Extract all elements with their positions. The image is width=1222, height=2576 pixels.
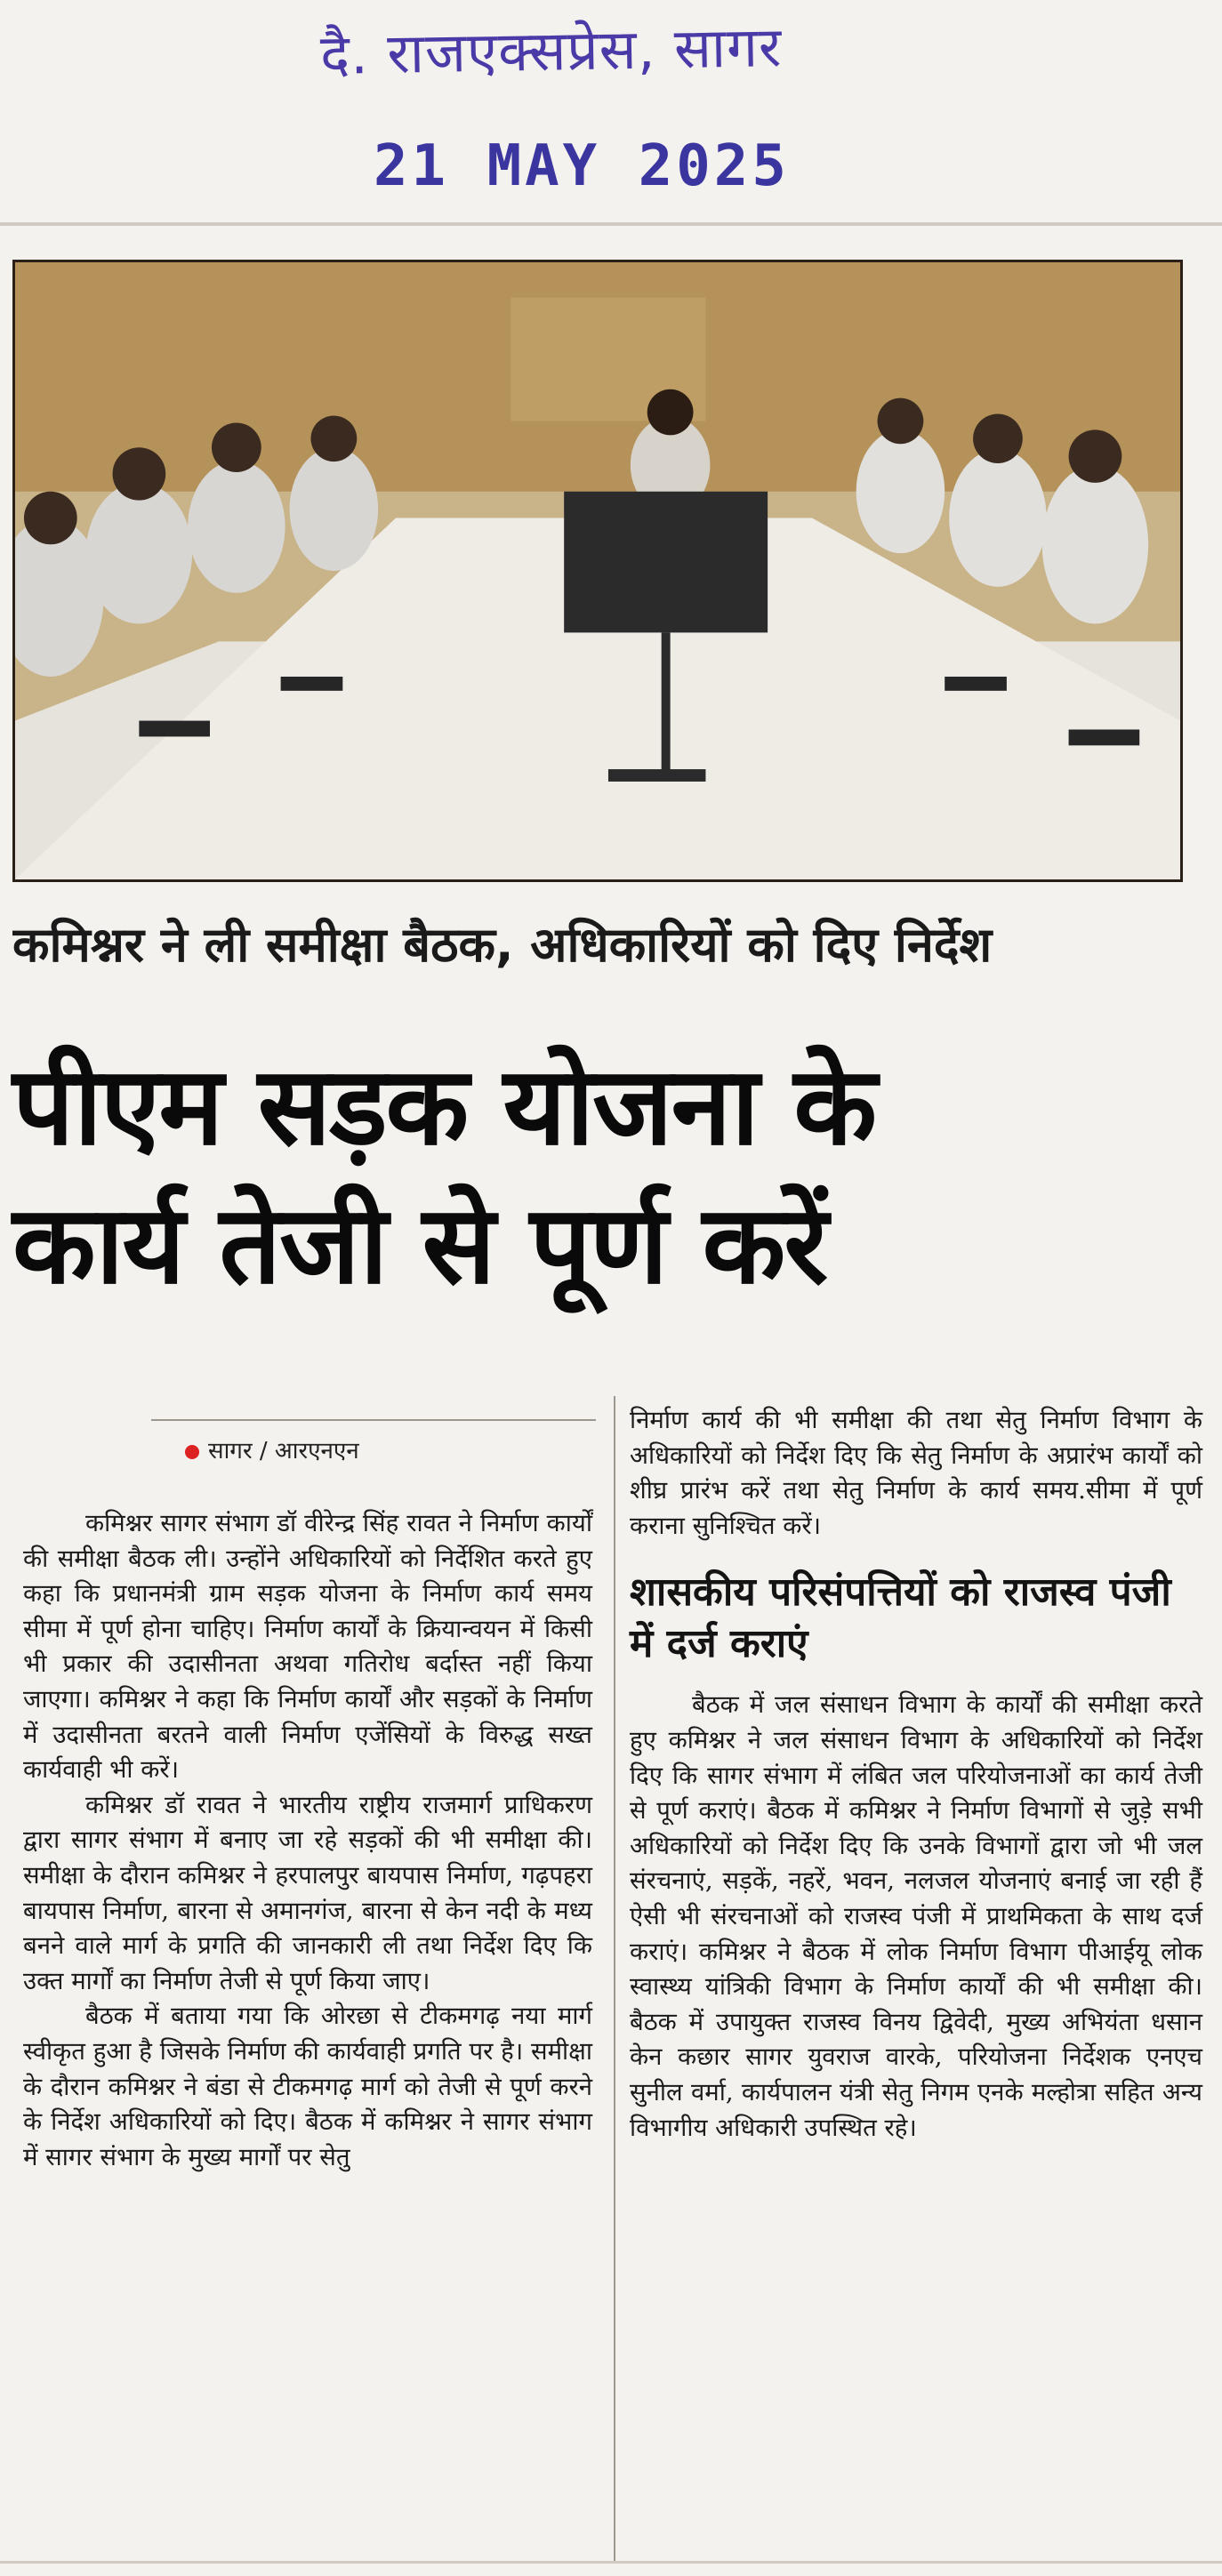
stamp-publication: दै. राजएक्सप्रेस, सागर — [319, 14, 783, 88]
meeting-photo-illustration — [15, 262, 1180, 879]
byline — [185, 1433, 359, 1465]
left-paragraph-1: कमिश्नर सागर संभाग डॉ वीरेन्द्र सिंह रावत ने निर्माण कार्यों की समीक्षा बैठक ली। उन्होंने अधिकारियों को निर्देशित करते हुए कहा कि प्रधानमंत्री ग्राम सड़क योजना के निर्माण कार्य समय सीमा में पूर्ण होना चाहिए। निर्माण कार्यों के क्रियान्वयन में किसी भी प्रकार की उदासीनता अथवा गतिरोध बर्दास्त नहीं किया जाएगा। कमिश्नर ने कहा कि निर्माण कार्यों और सड़कों के निर्माण में उदासीनता बरतने वाली निर्माण एजेंसियों के विरुद्ध सख्त कार्यवाही भी करें। — [23, 1509, 592, 1785]
byline-text: सागर / आरएनएन — [208, 1438, 359, 1465]
article-kicker: कमिश्नर ने ली समीक्षा बैठक, अधिकारियों को दिए निर्देश — [12, 917, 993, 973]
stamp-date: 21 MAY 2025 — [374, 133, 790, 199]
right-paragraph-bottom: बैठक में जल संसाधन विभाग के कार्यों की समीक्षा करते हुए कमिश्नर ने जल संसाधन विभाग के अधिकारियों को निर्देश दिए कि सागर संभाग में लंबित जल परियोजनाओं का कार्य तेजी से पूर्ण कराएं। बैठक में कमिश्नर ने निर्माण विभागों से जुड़े सभी अधिकारियों को निर्देश दिए कि उनके विभागों द्वारा जो भी जल संरचनाएं, सड़कें, नहरें, भवन, नलजल योजनाएं बनाई जा रही हैं ऐसी भी संरचनाओं को राजस्व पंजी में प्राथमिकता के साथ दर्ज कराएं। कमिश्नर ने बैठक में लोक निर्माण विभाग पीआईयू लोक स्वास्थ्य यांत्रिकी विभाग के निर्माण कार्यों की भी समीक्षा की। बैठक में उपायुक्त राजस्व विनय द्विवेदी, मुख्य अभियंता धसान केन कछार सागर युवराज वारके, परियोजना निर्देशक एनएच सुनील वर्मा, कार्यपालन यंत्री सेतु निगम एनके मल्होत्रा सहित अन्य विभागीय अधिकारी उपस्थित रहे। — [630, 1690, 1202, 2142]
right-paragraph-top: निर्माण कार्य की भी समीक्षा की तथा सेतु निर्माण विभाग के अधिकारियों को निर्देश दिए कि सेतु निर्माण के अप्रारंभ कार्यों को शीघ्र प्रारंभ करें तथा सेतु निर्माण के कार्य समय.सीमा में पूर्ण कराना सुनिश्चित करें। — [630, 1406, 1202, 1540]
column-divider — [614, 1396, 615, 2561]
headline-line-2: कार्य तेजी से पूर्ण करें — [12, 1182, 827, 1308]
byline-rule — [151, 1419, 596, 1421]
meeting-photo — [12, 260, 1183, 882]
article-left-column — [23, 1506, 592, 2175]
article-headline — [12, 1037, 1204, 1314]
left-paragraph-2: कमिश्नर डॉ रावत ने भारतीय राष्ट्रीय राजमार्ग प्राधिकरण द्वारा सागर संभाग में बनाए जा रहे सड़कों की भी समीक्षा की। समीक्षा के दौरान कमिश्नर ने हरपालपुर बायपास निर्माण, गढ़पहरा बायपास निर्माण, बारना से अमानगंज, बारना से केन नदी के मध्य बनने वाले मार्ग के प्रगति की जानकारी ली तथा निर्देश दिए कि उक्त मार्गों का निर्माण तेजी से पूर्ण किया जाए। — [23, 1790, 592, 1995]
headline-line-1: पीएम सड़क योजना के — [12, 1043, 876, 1169]
top-rule — [0, 222, 1222, 226]
byline-bullet-icon — [185, 1445, 199, 1459]
left-paragraph-3: बैठक में बताया गया कि ओरछा से टीकमगढ़ नया मार्ग स्वीकृत हुआ है जिसके निर्माण की कार्यवाही प्रगति पर है। समीक्षा के दौरान कमिश्नर ने बंडा से टीकमगढ़ मार्ग को तेजी से पूर्ण करने के निर्देश अधिकारियों को दिए। बैठक में कमिश्नर ने सागर संभाग में सागर संभाग के मुख्य मार्गों पर सेतु — [23, 2002, 592, 2171]
article-right-column — [630, 1403, 1202, 2146]
bottom-rule — [0, 2561, 1222, 2564]
article-subhead: शासकीय परिसंपत्तियों को राजस्व पंजी में दर्ज कराएं — [630, 1569, 1171, 1667]
